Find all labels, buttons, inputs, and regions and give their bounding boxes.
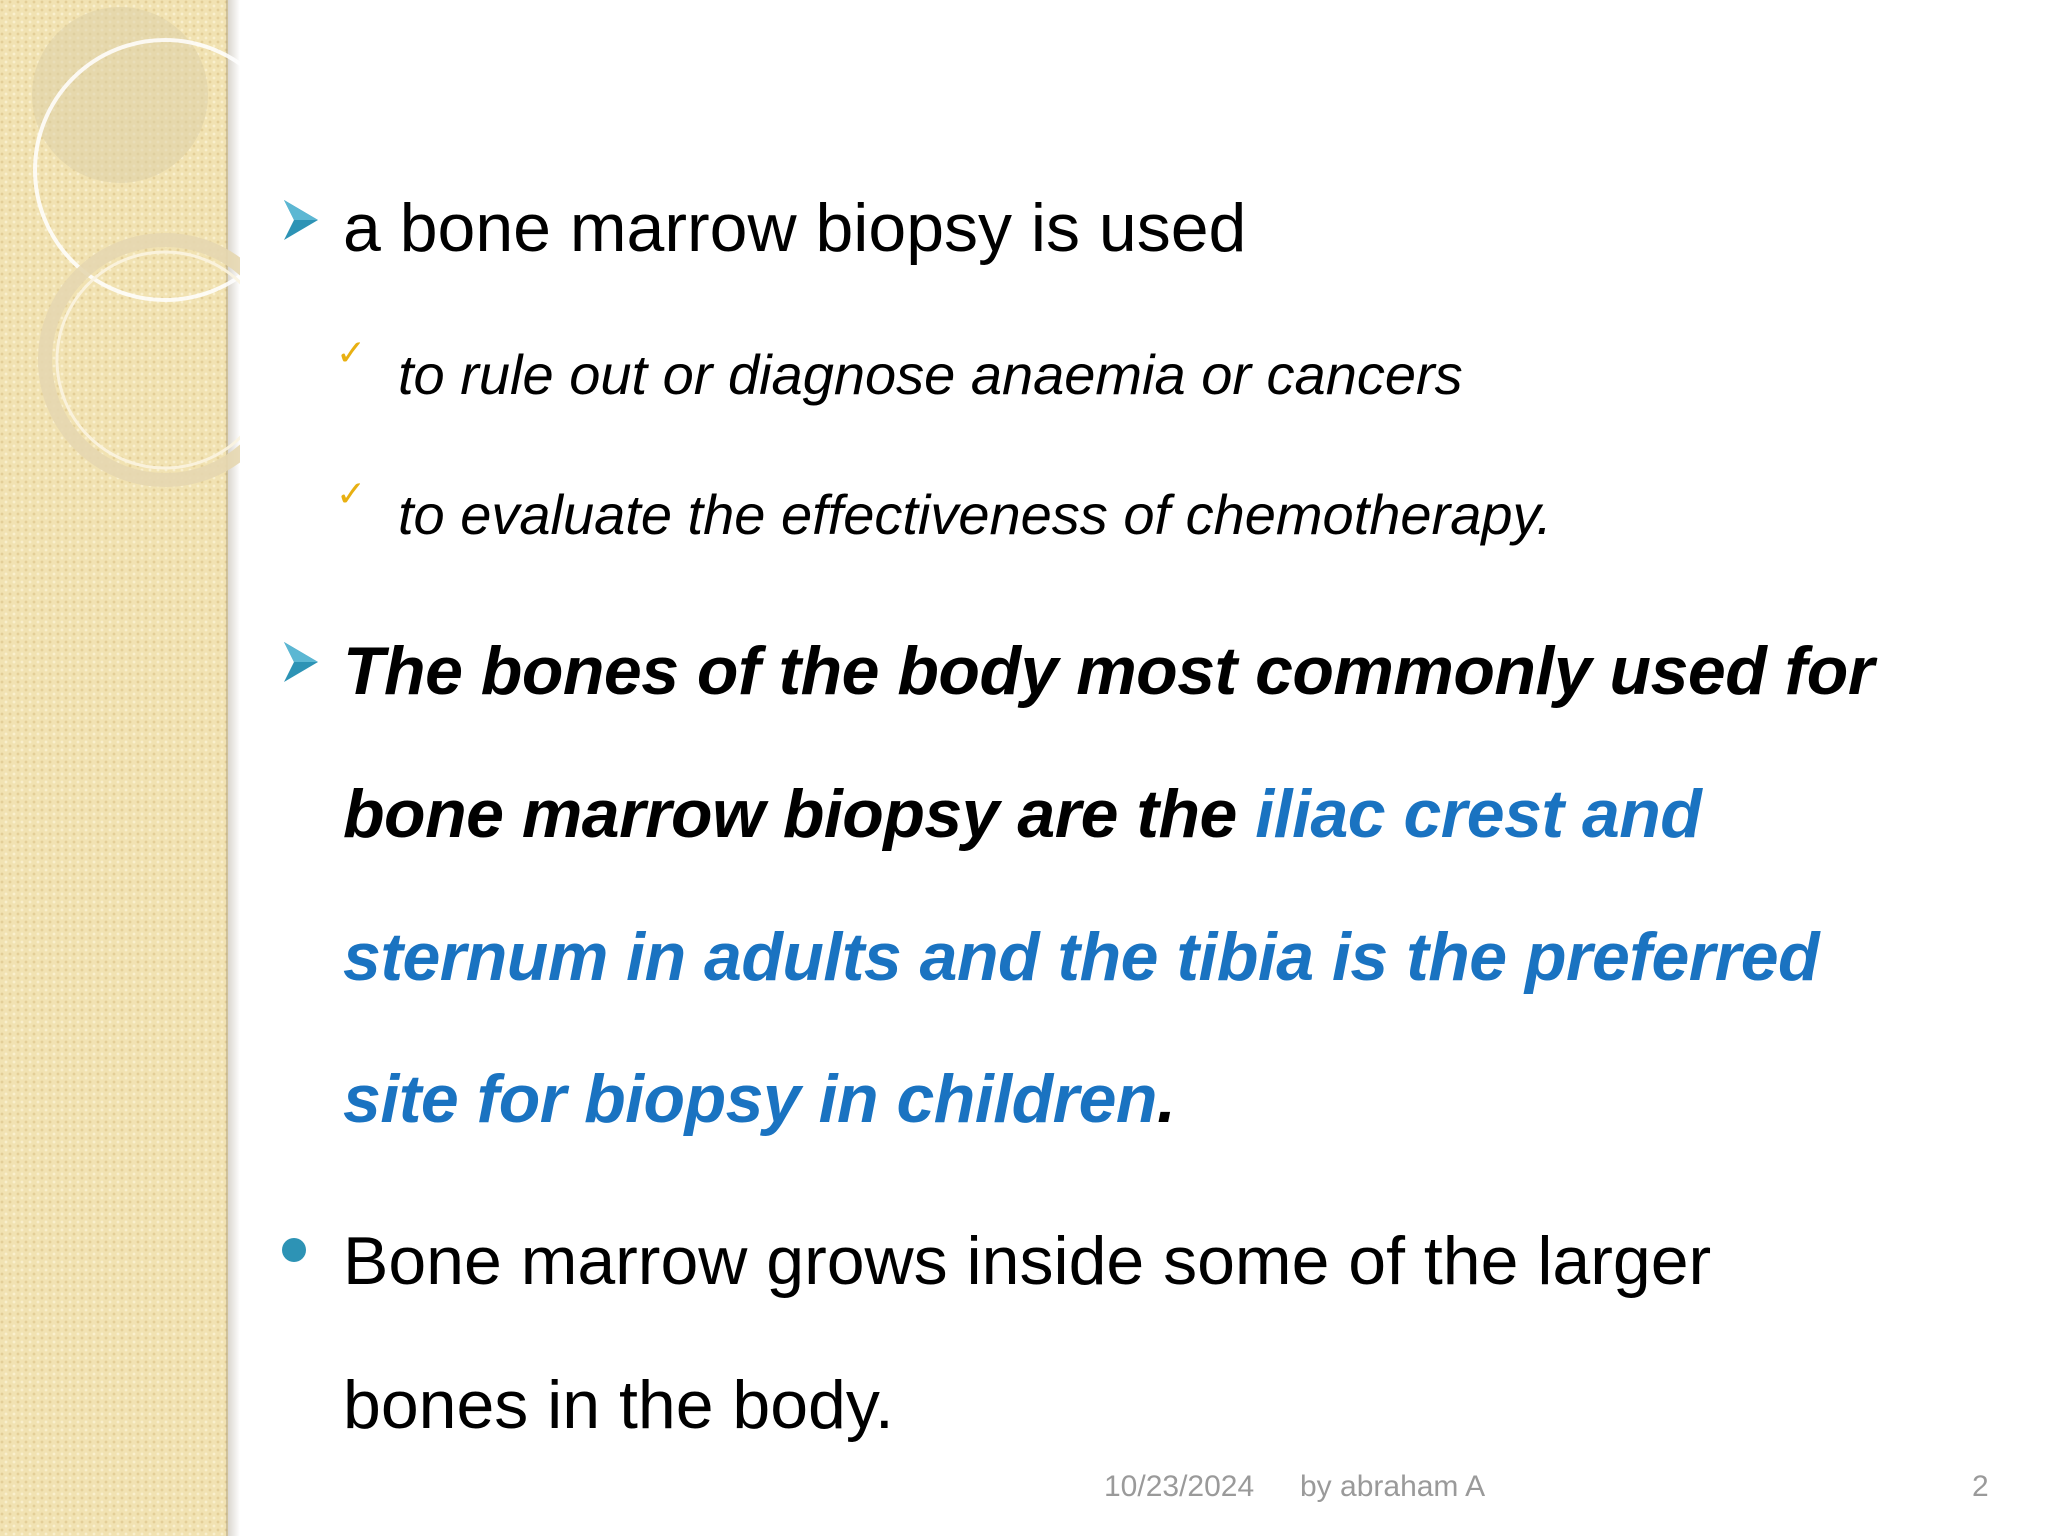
slide-number: 2 [1972,1470,1989,1503]
bullet-3-line-2: bones in the body. [343,1367,894,1443]
bullet-2-line-2 [343,775,1701,853]
bullet-2-line-4 [343,1060,1175,1138]
footer-author: by abraham A [1300,1470,1486,1503]
checkmark-icon: ✓ [336,333,367,374]
bullet-2-line-2-black: bone marrow biopsy are the [343,776,1256,852]
bullet-1-text: a bone marrow biopsy is used [343,190,1247,266]
bullet-2-period: . [1156,1061,1176,1137]
footer-date: 10/23/2024 [1104,1470,1255,1503]
bullet-2-highlight-1: iliac crest and [1255,776,1702,852]
arrow-bullet-icon [282,198,320,242]
bullet-3-line-1: Bone marrow grows inside some of the larger [343,1223,1712,1299]
bullet-2-line-1: The bones of the body most commonly used for [343,633,1874,709]
arrow-bullet-icon [282,640,320,684]
bullet-2-line-3: sternum in adults and the tibia is the preferred [343,919,1820,995]
dot-bullet-icon [282,1238,306,1262]
checkmark-icon: ✓ [336,474,367,515]
bullet-2-highlight-2: site for biopsy in children [343,1061,1157,1137]
bullet-1-sub-2-text: to evaluate the effectiveness of chemotherapy. [398,483,1552,546]
bullet-1-sub-1-text: to rule out or diagnose anaemia or cancers [398,343,1463,406]
